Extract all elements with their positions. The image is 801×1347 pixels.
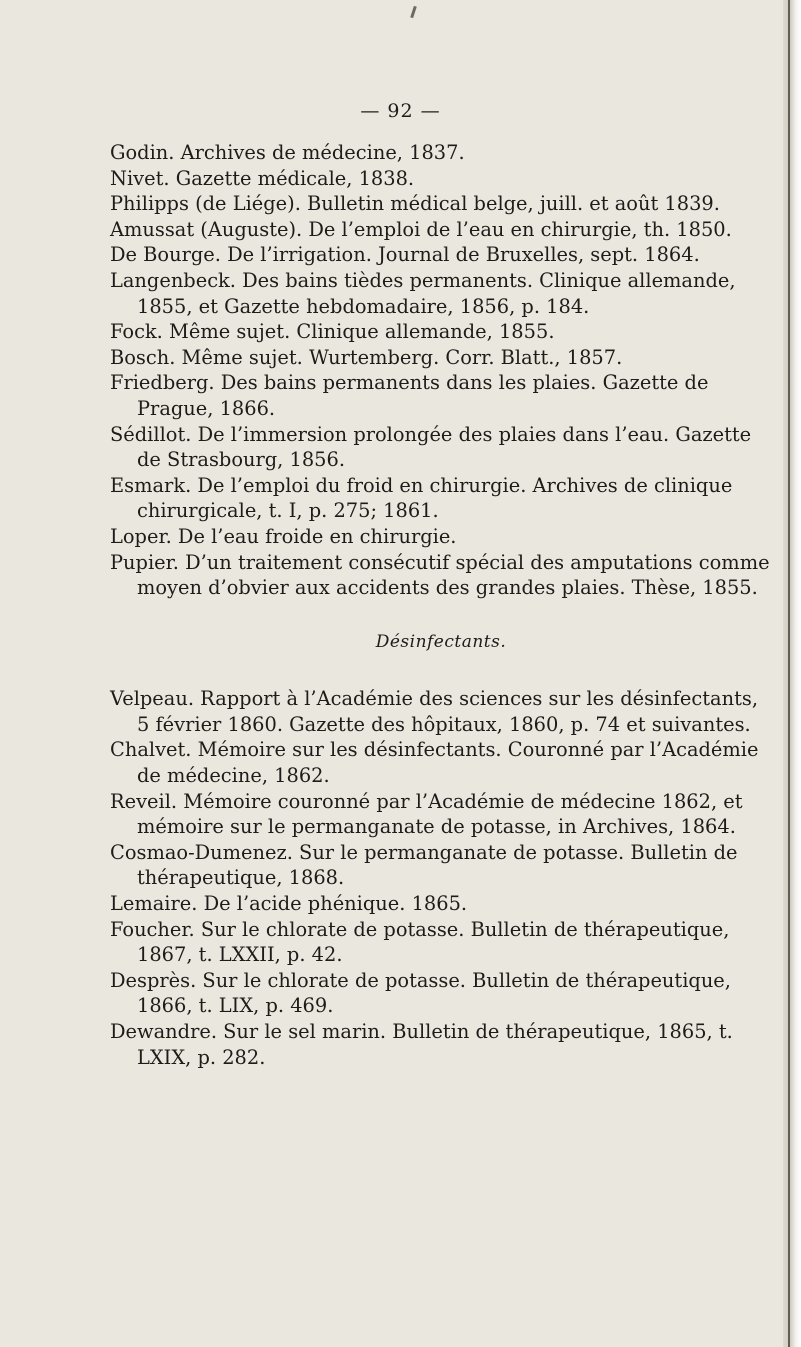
bibliography-entry: Reveil. Mémoire couronné par l’Académie de médecine 1862, et mémoire sur le permanganate de potasse, in Archives, 1864. <box>110 789 743 839</box>
bibliography-entry: Dewandre. Sur le sel marin. Bulletin de thérapeutique, 1865, t. LXIX, p. 282. <box>110 1020 733 1069</box>
bibliography-entry: Velpeau. Rapport à l’Académie des sciences sur les désinfectants, 5 février 1860. Gazette des hôpitaux, 1860, p. 74 et suivantes. <box>110 687 759 736</box>
bibliography-entry: Desprès. Sur le chlorate de potasse. Bulletin de thérapeutique, 1866, t. LIX, p. 469. <box>110 968 731 1018</box>
section-heading: Désinfectants. <box>375 631 507 652</box>
bibliography-entry: Bosch. Même sujet. Wurtemberg. Corr. Blatt., 1857. <box>110 345 623 369</box>
bibliography-entry: Langenbeck. Des bains tièdes permanents. Clinique allemande, 1855, et Gazette hebdomadaire, 1856, p. 184. <box>110 268 736 318</box>
bibliography-entry: Cosmao-Dumenez. Sur le permanganate de potasse. Bulletin de thérapeutique, 1868. <box>110 840 738 890</box>
bibliography-entry: Loper. De l’eau froide en chirurgie. <box>110 524 457 548</box>
bibliography-entry: Philipps (de Liége). Bulletin médical belge, juill. et août 1839. <box>110 192 720 216</box>
bibliography-entry: Friedberg. Des bains permanents dans les plaies. Gazette de Prague, 1866. <box>110 371 709 420</box>
bibliography-entry: Pupier. D’un traitement consécutif spécial des amputations comme moyen d’obvier aux accidents des grandes plaies. Thèse, 1855. <box>110 550 770 600</box>
page-edge-shadow <box>783 0 801 1347</box>
bibliography-entry: De Bourge. De l’irrigation. Journal de Bruxelles, sept. 1864. <box>110 243 700 267</box>
ink-mark <box>410 6 417 18</box>
bibliography-entry: Lemaire. De l’acide phénique. 1865. <box>110 892 468 916</box>
bibliography <box>110 140 772 1070</box>
bibliography-entry: Chalvet. Mémoire sur les désinfectants. Couronné par l’Académie de médecine, 1862. <box>110 738 759 788</box>
bibliography-entry: Foucher. Sur le chlorate de potasse. Bulletin de thérapeutique, 1867, t. LXXII, p. 42. <box>110 917 730 967</box>
bibliography-entry: Godin. Archives de médecine, 1837. <box>110 141 465 164</box>
bibliography-entry: Sédillot. De l’immersion prolongée des plaies dans l’eau. Gazette de Strasbourg, 1856. <box>110 422 752 472</box>
bibliography-entry: Nivet. Gazette médicale, 1838. <box>110 166 415 190</box>
page-number: — 92 — <box>360 100 441 122</box>
bibliography-entry: Esmark. De l’emploi du froid en chirurgie. Archives de clinique chirurgicale, t. I, p. 275; 1861. <box>110 473 733 523</box>
bibliography-entry: Amussat (Auguste). De l’emploi de l’eau en chirurgie, th. 1850. <box>110 217 732 241</box>
bibliography-entry: Fock. Même sujet. Clinique allemande, 1855. <box>110 320 555 344</box>
